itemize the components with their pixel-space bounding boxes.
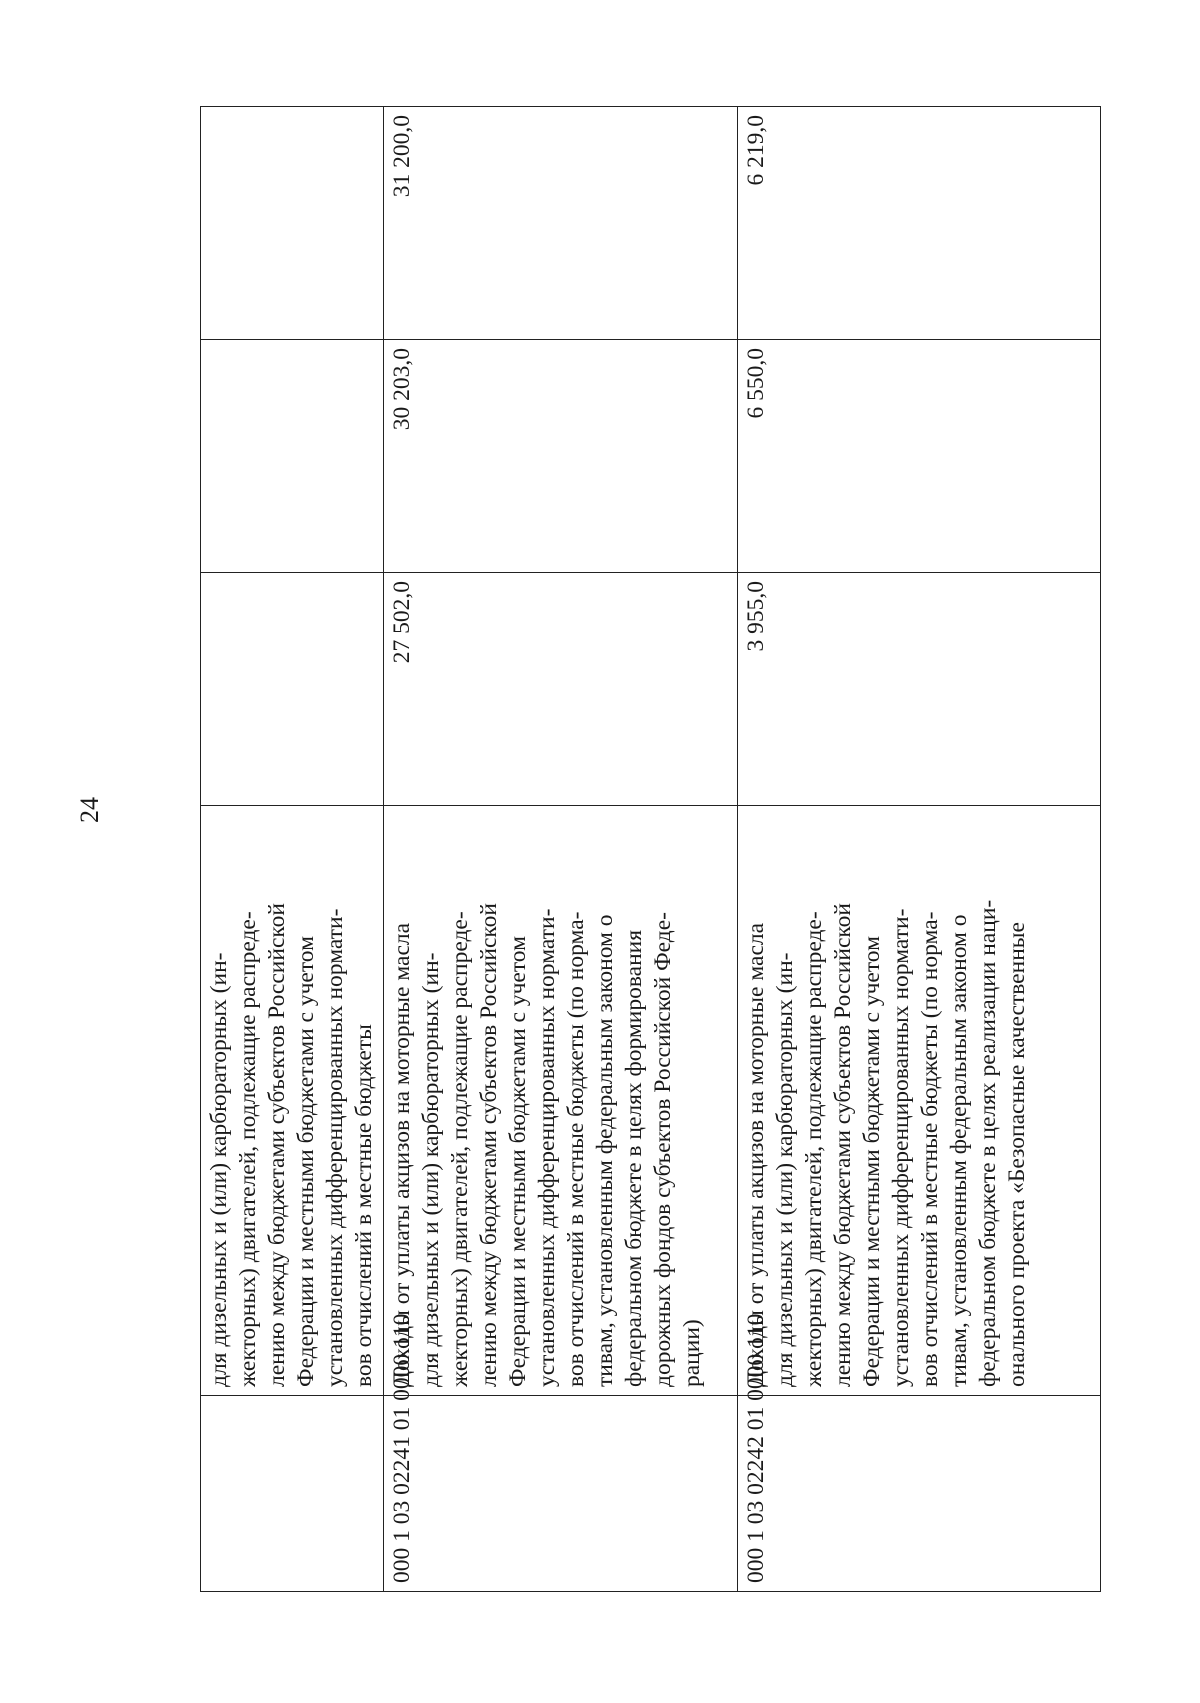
name-line: тивам, установленным федеральным законом о xyxy=(592,914,618,1387)
value-cell-year3: 31 200,0 xyxy=(384,107,738,340)
table-row xyxy=(384,107,738,1592)
name-line: Федерации и местными бюджетами с учетом xyxy=(859,936,885,1387)
name-line: тивам, установленным федеральным законом о xyxy=(946,914,972,1387)
value-cell-year3 xyxy=(201,107,384,340)
name-cell xyxy=(738,806,1101,1396)
name-line: жекторных) двигателей, подлежащие распреде- xyxy=(447,911,473,1387)
value-cell-year3: 6 219,0 xyxy=(738,107,1101,340)
table-row xyxy=(738,107,1101,1592)
value-cell-year1: 27 502,0 xyxy=(384,573,738,806)
value-cell-year1: 3 955,0 xyxy=(738,573,1101,806)
name-line: лению между бюджетами субъектов Российской xyxy=(264,903,290,1387)
name-line: рации) xyxy=(679,1319,705,1387)
name-line: жекторных) двигателей, подлежащие распреде- xyxy=(801,911,827,1387)
name-line: Федерации и местными бюджетами с учетом xyxy=(293,936,319,1387)
name-line: вов отчислений в местные бюджеты xyxy=(351,1024,377,1387)
name-line: федеральном бюджете в целях формирования xyxy=(621,929,647,1387)
code-cell: 000 1 03 02242 01 0000 110 xyxy=(738,1396,1101,1592)
value-cell-year2: 30 203,0 xyxy=(384,340,738,573)
name-line: вов отчислений в местные бюджеты (по норма- xyxy=(563,911,589,1387)
name-line: для дизельных и (или) карбюраторных (ин- xyxy=(418,952,444,1387)
code-cell xyxy=(201,1396,384,1592)
name-line: установленных дифференцированных нормати- xyxy=(888,908,914,1387)
name-cell xyxy=(201,806,384,1396)
rotated-page xyxy=(200,106,1097,1592)
name-line: Доходы от уплаты акцизов на моторные масла xyxy=(389,922,415,1387)
name-line: Доходы от уплаты акцизов на моторные масла xyxy=(743,922,769,1387)
revenue-table xyxy=(200,106,1101,1592)
name-line: онального проекта «Безопасные качественные xyxy=(1004,922,1030,1387)
name-line: установленных дифференцированных нормати- xyxy=(322,908,348,1387)
name-line: для дизельных и (или) карбюраторных (ин- xyxy=(206,952,232,1387)
page-number: 24 xyxy=(75,797,104,823)
name-line: лению между бюджетами субъектов Российской xyxy=(476,903,502,1387)
value-cell-year1 xyxy=(201,573,384,806)
value-cell-year2: 6 550,0 xyxy=(738,340,1101,573)
name-line: для дизельных и (или) карбюраторных (ин- xyxy=(772,952,798,1387)
table-row xyxy=(201,107,384,1592)
code-cell: 000 1 03 02241 01 0000 110 xyxy=(384,1396,738,1592)
name-line: жекторных) двигателей, подлежащие распреде- xyxy=(235,911,261,1387)
name-line: Федерации и местными бюджетами с учетом xyxy=(505,936,531,1387)
name-line: федеральном бюджете в целях реализации наци- xyxy=(975,899,1001,1387)
name-line: лению между бюджетами субъектов Российской xyxy=(830,903,856,1387)
name-line: установленных дифференцированных нормати- xyxy=(534,908,560,1387)
name-line: дорожных фондов субъектов Российской Феде- xyxy=(650,912,676,1387)
value-cell-year2 xyxy=(201,340,384,573)
name-cell xyxy=(384,806,738,1396)
name-line: вов отчислений в местные бюджеты (по норма- xyxy=(917,911,943,1387)
